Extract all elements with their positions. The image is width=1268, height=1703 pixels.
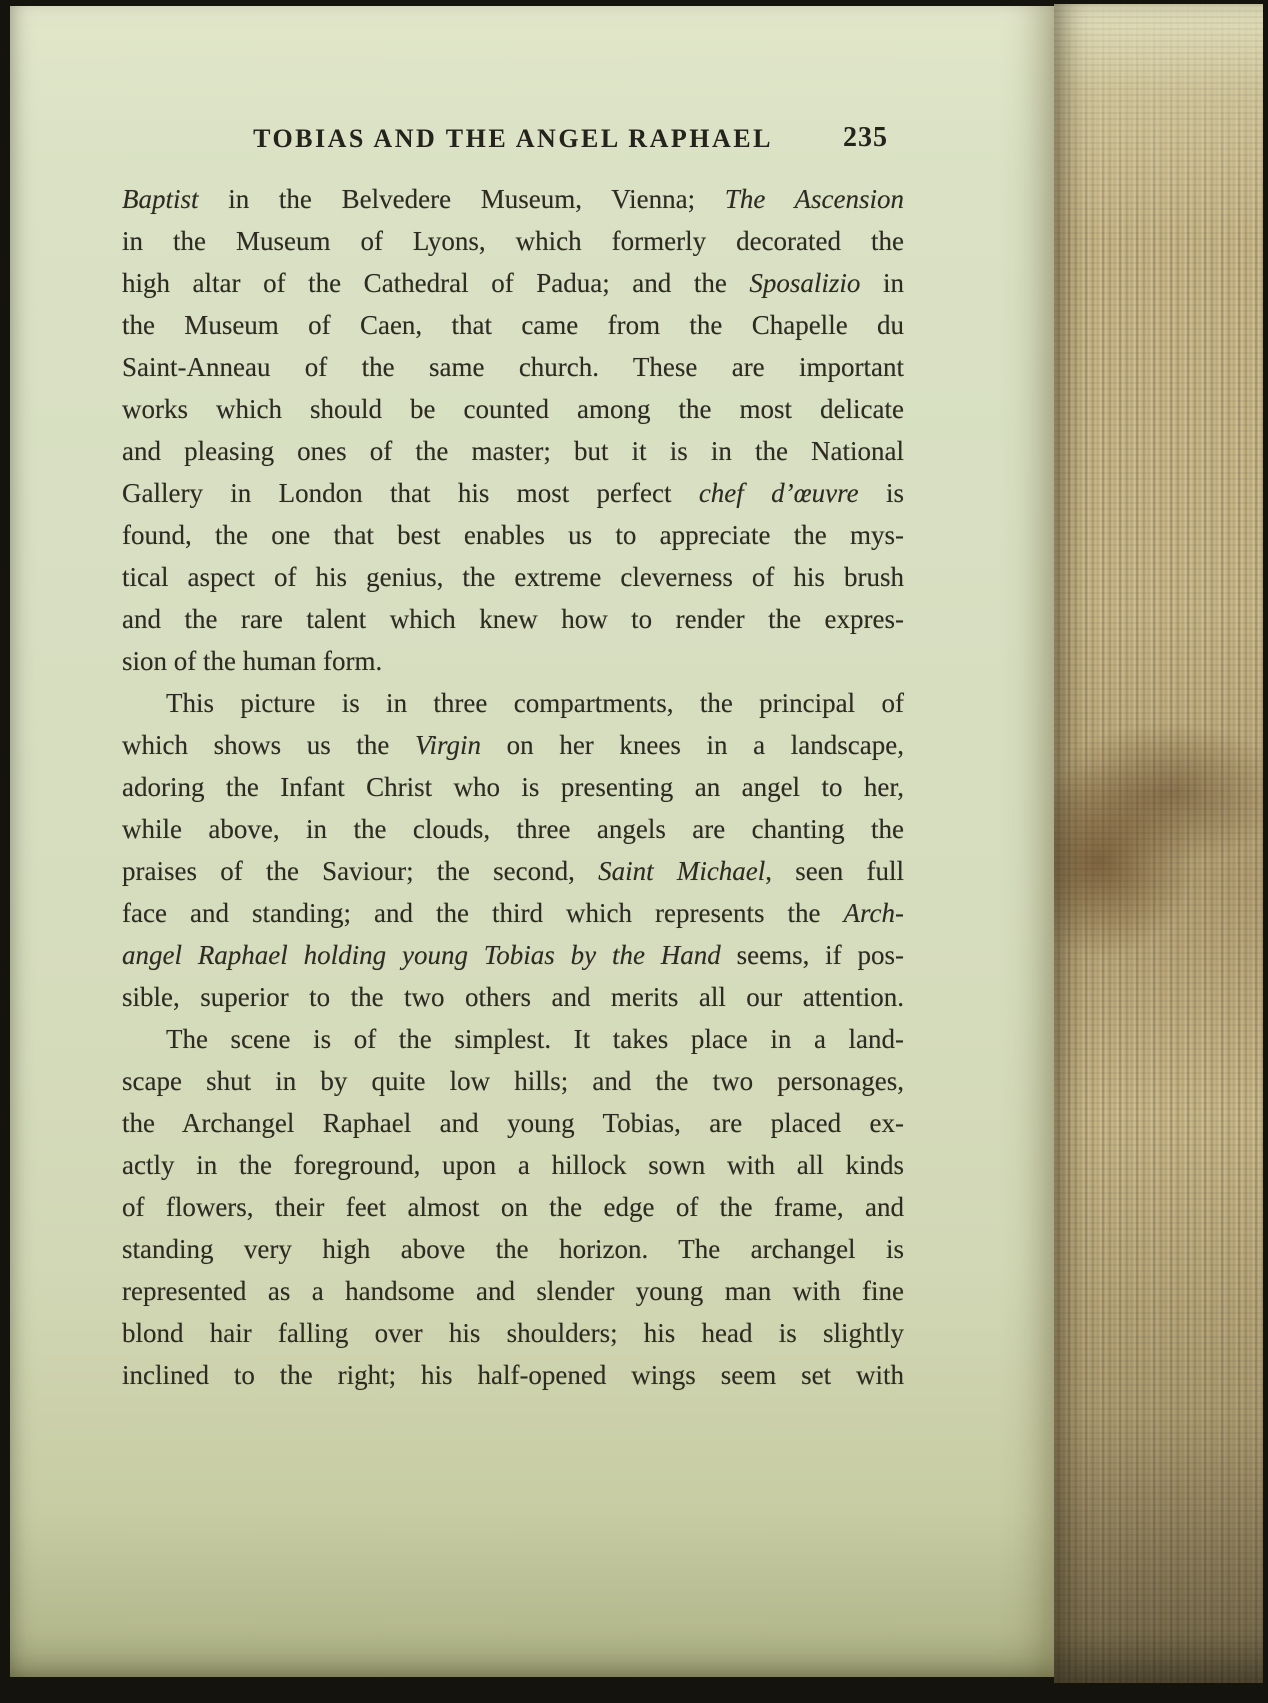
text-line [122,1270,904,1312]
text-line [122,892,904,934]
text-segment: and the rare talent which knew how to render the expres- [122,604,904,634]
text-segment: face and standing; and the third which represents the [122,898,844,928]
text-segment: actly in the foreground, upon a hillock sown with all kinds [122,1150,904,1180]
text-segment: which shows us the [122,730,416,760]
text-line [122,598,904,640]
text-line [122,262,904,304]
paragraph [122,1018,904,1396]
text-segment: Saint-Anneau of the same church. These are important [122,352,904,382]
paragraph [122,682,904,1018]
text-segment: while above, in the clouds, three angels are chanting the [122,814,904,844]
italic-text-segment: Sposalizio [749,268,861,298]
text-segment: in the Museum of Lyons, which formerly decorated the [122,226,904,256]
book-page-edges [1054,4,1263,1683]
text-line [122,178,904,220]
text-line [122,556,904,598]
text-segment: works which should be counted among the most delicate [122,394,904,424]
page-content [122,124,904,1396]
italic-text-segment: angel Raphael holding young Tobias by the Hand [122,940,721,970]
text-segment: blond hair falling over his shoulders; his head is slightly [122,1318,904,1348]
text-line [122,976,904,1018]
text-line [122,346,904,388]
text-segment: , seen full [765,856,904,886]
text-line [122,472,904,514]
italic-text-segment: Virgin [415,730,482,760]
text-line [122,514,904,556]
text-segment: and pleasing ones of the master; but it is in the National [122,436,904,466]
italic-text-segment: The Ascension [724,184,904,214]
text-line [122,934,904,976]
text-line [122,1144,904,1186]
text-line [122,1312,904,1354]
text-line [122,220,904,262]
text-line [122,850,904,892]
text-segment: in the Belvedere Museum, Vienna; [198,184,725,214]
text-line [122,1228,904,1270]
text-segment: high altar of the Cathedral of Padua; and the [122,268,750,298]
text-segment: Gallery in London that his most perfect [122,478,699,508]
text-segment: standing very high above the horizon. The archangel is [122,1234,904,1264]
text-segment: the Archangel Raphael and young Tobias, are placed ex- [122,1108,904,1138]
italic-text-segment: Saint Michael [598,856,766,886]
text-segment: is [858,478,904,508]
text-segment: scape shut in by quite low hills; and the two personages, [122,1066,904,1096]
text-line [122,808,904,850]
text-segment: represented as a handsome and slender young man with fine [122,1276,904,1306]
text-line [122,724,904,766]
text-line [122,682,904,724]
text-segment: inclined to the right; his half-opened wings seem set with [122,1360,904,1390]
text-segment: praises of the Saviour; the second, [122,856,599,886]
text-segment: tical aspect of his genius, the extreme cleverness of his brush [122,562,904,592]
book-page [10,6,1054,1677]
text-segment: the Museum of Caen, that came from the Chapelle du [122,310,904,340]
text-line [122,1186,904,1228]
text-line [122,388,904,430]
italic-text-segment: Arch- [843,898,904,928]
text-line [122,766,904,808]
text-line [122,640,904,682]
page-title: TOBIAS AND THE ANGEL RAPHAEL [253,124,773,153]
italic-text-segment: chef d’œuvre [698,478,859,508]
text-segment: found, the one that best enables us to appreciate the mys- [122,520,904,550]
page-number: 235 [843,122,888,153]
text-line [122,1102,904,1144]
text-line [122,1018,904,1060]
text-line [122,430,904,472]
text-segment: sible, superior to the two others and merits all our attention. [122,982,904,1012]
text-line [122,304,904,346]
text-segment: on her knees in a landscape, [481,730,904,760]
italic-text-segment: Baptist [122,184,199,214]
text-line [122,1354,904,1396]
text-segment: of flowers, their feet almost on the edge of the frame, and [122,1192,904,1222]
page-header [122,124,904,166]
text-segment: seems, if pos- [720,940,904,970]
paragraph [122,178,904,682]
text-segment: sion of the human form. [122,646,383,676]
text-segment: This picture is in three compartments, the principal of [166,688,904,718]
text-segment: The scene is of the simplest. It takes place in a land- [166,1024,904,1054]
text-segment: in [860,268,904,298]
text-segment: adoring the Infant Christ who is presenting an angel to her, [122,772,904,802]
text-line [122,1060,904,1102]
body-text [122,178,904,1396]
